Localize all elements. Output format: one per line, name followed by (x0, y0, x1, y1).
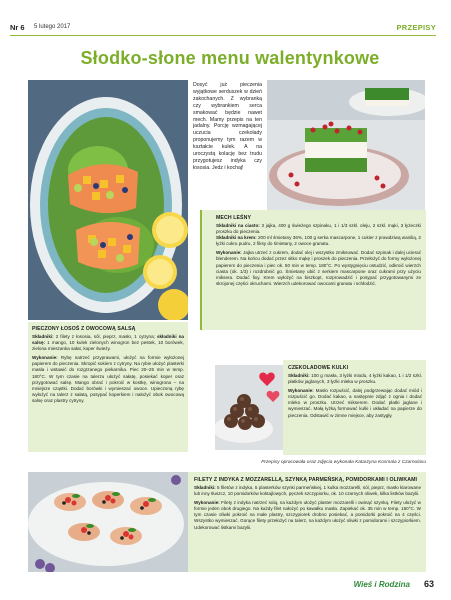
recipe-salmon-title: PIECZONY ŁOSOŚ Z OWOCOWĄ SALSĄ (32, 326, 136, 332)
recipe-salmon (28, 322, 188, 452)
recipe-salmon-method: Wykonanie: Rybę natrzeć przyprawami, ułożyć na formie wyłożonej papierem do pieczenia. Skropić sokiem z cytryny. Na rybie ułożyć plasterki masła i wstawić do rozgrzanego piekarnika. Piec 20–25 min w temp. 180°C. W tym czasie na talerzu ułożyć sałatę, posiekać koper oraz przygotować salsę. Mango obrać i pokroić w kostkę, winogrona – na mniejsze cząstki. Dodać borówki i wymieszać owoce. Upieczoną rybę wyłożyć na talerz z sałatą, posypać koperkiem i nałożyć obok owocową salsę oraz plastry cytryny. (32, 355, 184, 403)
recipe-turkey-title: FILETY Z INDYKA Z MOZZARELLĄ, SZYNKĄ PARMEŃSKĄ, POMIDORKAMI I OLIWKAMI (194, 477, 418, 483)
recipe-chocolate-balls (283, 360, 426, 455)
page-title: Słodko-słone menu walentynkowe (80, 48, 380, 68)
recipe-moss-cake-title: MECH LEŚNY (216, 215, 252, 221)
recipe-chocolate-balls-title: CZEKOLADOWE KULKI (288, 365, 349, 371)
recipe-turkey-ingredients: Składniki: 5 filetów z indyka, 5 plasterków szynki parmeńskiej, 1 kulka mozzarelli, sól, pieprz, masło klarowane lub inny tłuszcz, 10 pomidorków koktajlowych, pęczek szczypiorku, ok. 10 czarnych oliwek, kilka listków bazylii. (194, 485, 421, 497)
recipe-turkey (188, 472, 426, 572)
recipe-turkey-method: Wykonanie: Filety z indyka natrzeć solą, na każdym ułożyć plaster mozzarelli i owinąć szynką. Filety ułożyć w formie jeden obok drugiego. Na każdy filet nałożyć po kawałku masła. Zapiekać ok. 35 min w temp. 160°C. W tym czasie oliwki pokroić na małe plastry, szczypiorek drobno posiekać, a pomidorki pokroić na 4 części. Wszystko wymieszać. Gorące filety przełożyć na talerz, na każdym ułożyć oliwki z pomidorami i szczypiorkiem. Udekorować listkami bazylii. (194, 500, 421, 530)
footer-brand (340, 580, 410, 589)
header-rule (10, 35, 436, 36)
issue-date: 5 lutego 2017 (34, 24, 71, 30)
moss-cake-photo (267, 80, 425, 210)
recipe-moss-cake-method: Wykonanie: Jajka utrzeć z cukrem, dodać olej i wszystko zmiksować. Dodać szpinak i dalej ucierać blenderem. Na końcu dodać przez sitko mąkę i proszek do pieczenia. Przełożyć do formy wyłożonej papierem do pieczenia i piec ok. 50 min w temp. 180°C. Po wystygnięciu ostudzić, odkroić wierzch ciasta (ok. 1/3) i rozdrobnić go. Śmietanę ubić z serkiem mascarpone oraz cukrami przy użyciu miksera. Dodać fixy. Krem wyłożyć na biszkopt, rozprowadzić i posypać przygotowanymi ze skrojonej części okruchami. Wierzch udekorować owocami granatu i schłodzić. (216, 250, 421, 286)
recipe-moss-cake-ingredients: Składniki na ciasto: 3 jajka, 400 g świeżego szpinaku, 1 i 1/3 szkl. oleju, 2 szkl. mąki, 3 łyżeczki proszku do pieczenia. (216, 223, 421, 235)
brand-name: Wieś i Rodzina (353, 580, 410, 589)
section-label: PRZEPISY (396, 23, 436, 32)
recipe-chocolate-balls-method: Wykonanie: Masło rozpuścić, dalej podgrzewając dodać miód i rozpuścić go. Dodać kakao, a następnie zdjąć z ognia i dodać mleko w proszku. Utrzeć mikserem. Dodać płatki jaglane i wymieszać. Małą łyżką formować kulki i układać na papierze do pieczenia. Odstawić w zimne miejsce, aby zastygły. (288, 388, 422, 418)
page-number: 63 (423, 579, 434, 589)
intro-text: Dosyć już pieczenia wyjątkowe serduszek w dzień zakochanych. Z wybranką czy wybrankiem serca smakować będzie nawet mech. Mamy przepis na ten jadalny. Porcję wzmagającej uczucia czekolady proponujemy tym razem w kształcie kulek. A na uroczystą kolację bez trudu przygotujesz indyka czy łososia. Jedz i kochaj! (193, 82, 262, 171)
page-header (10, 23, 436, 33)
recipe-chocolate-balls-ingredients: Składniki: 100 g masła, 3 łyżki miodu, 4 łyżki kakao, 1 i 1/2 szkl. płatków jaglanych, 3 łyżki mleka w proszku. (288, 373, 422, 385)
recipe-salmon-ingredients: Składniki: 2 filety z łososia, sól, pieprz, masło, 1 cytryna; składniki na salsę: 1 mango, 10 kulek zielonych winogron bez pestek, 10 borówek, zielona mieszanka sałat, koper świeży. (32, 334, 184, 352)
issue-number: Nr 6 (10, 23, 25, 32)
photo-credit: Przepisy opracowała oraz zdjęcia wykonała Katarzyna Kosmala z Czarnolasu (261, 460, 426, 465)
recipe-moss-cake (200, 210, 426, 330)
turkey-photo (28, 472, 188, 572)
recipe-moss-cake-cream: Składniki na krem: 200 ml śmietany 36%, 100 g serka mascarpone, 1 cukier z prawdziwą wanilią, 2 łyżki cukru pudru, 2 fiksy do śmietany, 2 owoce granatu. (216, 235, 421, 247)
salmon-photo (28, 80, 188, 320)
chocolate-balls-photo (215, 365, 283, 450)
